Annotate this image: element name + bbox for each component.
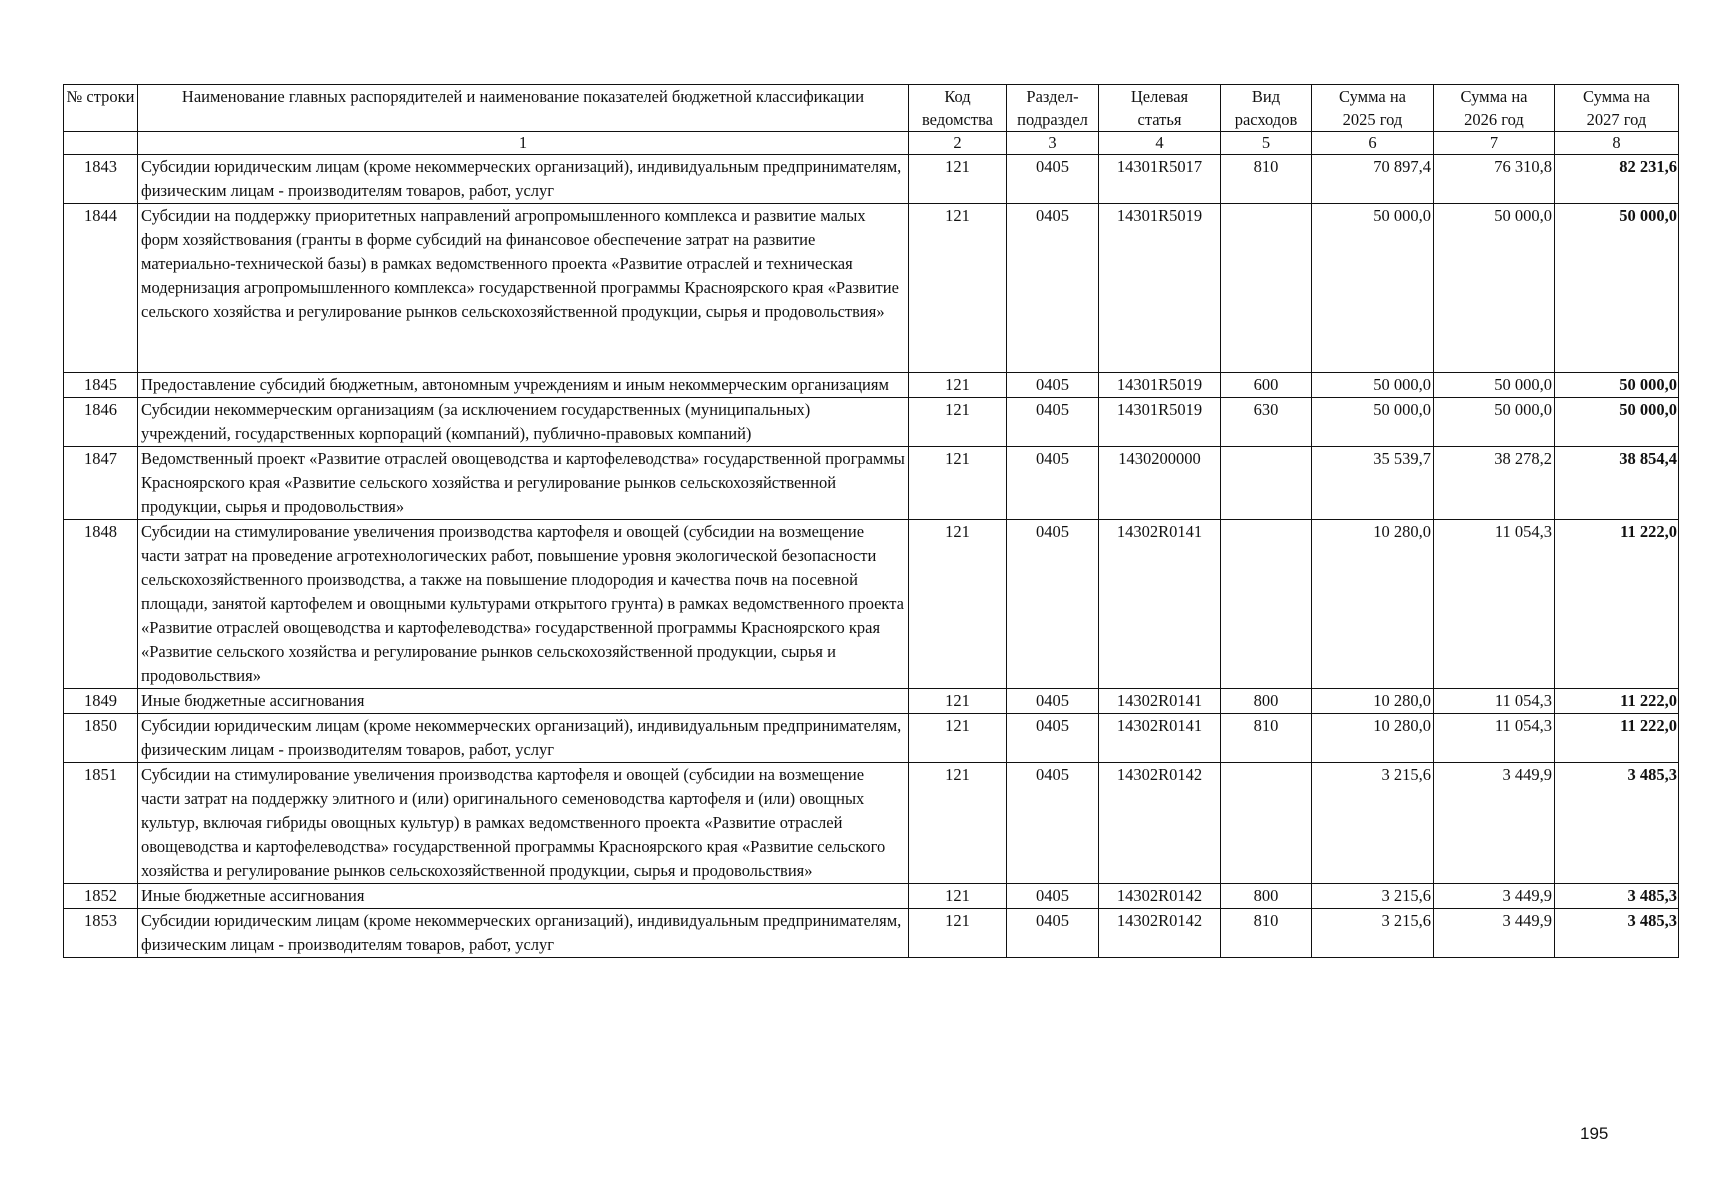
row-section: 0405: [1007, 520, 1099, 689]
row-sum-2025: 50 000,0: [1312, 398, 1434, 447]
row-sum-2027: 3 485,3: [1555, 909, 1679, 958]
row-expense-type: [1221, 520, 1312, 689]
column-number-row: [64, 132, 1679, 155]
row-sum-2026: 3 449,9: [1434, 884, 1555, 909]
table-row: [64, 909, 1679, 958]
row-name: Субсидии некоммерческим организациям (за исключением государственных (муниципальных) учреждений, государственных корпораций (компаний), публично-правовых компаний): [138, 398, 909, 447]
row-target: 1430200000: [1099, 447, 1221, 520]
row-section: 0405: [1007, 373, 1099, 398]
header-expense-type: Вид расходов: [1221, 85, 1312, 132]
row-sum-2027: 3 485,3: [1555, 763, 1679, 884]
row-name: Ведомственный проект «Развитие отраслей овощеводства и картофелеводства» государственной программы Красноярского края «Развитие сельского хозяйства и регулирование рынков сельскохозяйственной продукции, сырья и продовольствия»: [138, 447, 909, 520]
row-sum-2026: 50 000,0: [1434, 373, 1555, 398]
row-sum-2025: 35 539,7: [1312, 447, 1434, 520]
row-dept-code: 121: [909, 909, 1007, 958]
row-sum-2025: 3 215,6: [1312, 763, 1434, 884]
row-expense-type: 810: [1221, 714, 1312, 763]
row-target: 14302R0142: [1099, 763, 1221, 884]
row-sum-2027: 11 222,0: [1555, 689, 1679, 714]
row-sum-2025: 10 280,0: [1312, 689, 1434, 714]
page-number: 195: [1580, 1124, 1609, 1143]
row-dept-code: 121: [909, 520, 1007, 689]
budget-table: [63, 84, 1679, 958]
table-row: [64, 689, 1679, 714]
row-sum-2025: 10 280,0: [1312, 714, 1434, 763]
row-sum-2027: 82 231,6: [1555, 155, 1679, 204]
row-sum-2025: 3 215,6: [1312, 909, 1434, 958]
row-section: 0405: [1007, 714, 1099, 763]
table-row: [64, 398, 1679, 447]
header-row-no: № строки: [64, 85, 138, 132]
row-sum-2027: 38 854,4: [1555, 447, 1679, 520]
table-row: [64, 884, 1679, 909]
budget-table-sheet: [63, 84, 1679, 958]
table-row: [64, 155, 1679, 204]
row-name: Иные бюджетные ассигнования: [138, 884, 909, 909]
row-sum-2027: 11 222,0: [1555, 520, 1679, 689]
row-number: 1848: [64, 520, 138, 689]
row-sum-2025: 10 280,0: [1312, 520, 1434, 689]
row-number: 1851: [64, 763, 138, 884]
row-section: 0405: [1007, 884, 1099, 909]
row-section: 0405: [1007, 447, 1099, 520]
row-name: Предоставление субсидий бюджетным, автономным учреждениям и иным некоммерческим организациям: [138, 373, 909, 398]
row-number: 1846: [64, 398, 138, 447]
row-dept-code: 121: [909, 714, 1007, 763]
column-number: 7: [1434, 132, 1555, 155]
row-sum-2026: 11 054,3: [1434, 714, 1555, 763]
row-name: Иные бюджетные ассигнования: [138, 689, 909, 714]
row-sum-2027: 50 000,0: [1555, 204, 1679, 373]
row-name: Субсидии юридическим лицам (кроме некоммерческих организаций), индивидуальным предпринимателям, физическим лицам - производителям товаров, работ, услуг: [138, 714, 909, 763]
row-target: 14302R0141: [1099, 714, 1221, 763]
row-sum-2026: 11 054,3: [1434, 689, 1555, 714]
table-row: [64, 373, 1679, 398]
row-sum-2027: 50 000,0: [1555, 373, 1679, 398]
row-name: Субсидии на поддержку приоритетных направлений агропромышленного комплекса и развитие малых форм хозяйствования (гранты в форме субсидий на финансовое обеспечение затрат на развитие материально-технической базы) в рамках ведомственного проекта «Развитие отраслей и техническая модернизация агропромышленного комплекса» государственной программы Красноярского края «Развитие сельского хозяйства и регулирование рынков сельскохозяйственной продукции, сырья и продовольствия»: [138, 204, 909, 373]
row-sum-2026: 76 310,8: [1434, 155, 1555, 204]
row-dept-code: 121: [909, 689, 1007, 714]
header-sum-2026: Сумма на 2026 год: [1434, 85, 1555, 132]
table-body: [64, 155, 1679, 958]
row-expense-type: 810: [1221, 155, 1312, 204]
row-expense-type: [1221, 763, 1312, 884]
row-target: 14302R0142: [1099, 884, 1221, 909]
row-target: 14302R0141: [1099, 689, 1221, 714]
row-target: 14301R5019: [1099, 204, 1221, 373]
row-sum-2027: 11 222,0: [1555, 714, 1679, 763]
header-name: Наименование главных распорядителей и наименование показателей бюджетной классификации: [138, 85, 909, 132]
row-sum-2027: 3 485,3: [1555, 884, 1679, 909]
row-target: 14302R0141: [1099, 520, 1221, 689]
row-number: 1849: [64, 689, 138, 714]
row-target: 14301R5019: [1099, 398, 1221, 447]
column-number: 5: [1221, 132, 1312, 155]
row-target: 14301R5017: [1099, 155, 1221, 204]
row-dept-code: 121: [909, 763, 1007, 884]
header-target: Целевая статья: [1099, 85, 1221, 132]
header-sum-2025: Сумма на 2025 год: [1312, 85, 1434, 132]
row-dept-code: 121: [909, 398, 1007, 447]
column-number: 1: [138, 132, 909, 155]
column-number: 2: [909, 132, 1007, 155]
row-sum-2025: 3 215,6: [1312, 884, 1434, 909]
row-expense-type: 630: [1221, 398, 1312, 447]
row-dept-code: 121: [909, 447, 1007, 520]
row-section: 0405: [1007, 204, 1099, 373]
row-dept-code: 121: [909, 204, 1007, 373]
column-number: 6: [1312, 132, 1434, 155]
row-number: 1847: [64, 447, 138, 520]
column-number: 3: [1007, 132, 1099, 155]
row-dept-code: 121: [909, 884, 1007, 909]
row-sum-2026: 3 449,9: [1434, 763, 1555, 884]
table-row: [64, 763, 1679, 884]
row-expense-type: 810: [1221, 909, 1312, 958]
row-section: 0405: [1007, 155, 1099, 204]
row-dept-code: 121: [909, 373, 1007, 398]
row-sum-2025: 50 000,0: [1312, 373, 1434, 398]
row-expense-type: [1221, 447, 1312, 520]
table-row: [64, 520, 1679, 689]
table-row: [64, 447, 1679, 520]
row-number: 1853: [64, 909, 138, 958]
row-number: 1845: [64, 373, 138, 398]
row-sum-2026: 38 278,2: [1434, 447, 1555, 520]
table-header: [64, 85, 1679, 155]
column-number: [64, 132, 138, 155]
row-section: 0405: [1007, 398, 1099, 447]
row-dept-code: 121: [909, 155, 1007, 204]
row-expense-type: 800: [1221, 884, 1312, 909]
table-row: [64, 204, 1679, 373]
row-sum-2026: 50 000,0: [1434, 204, 1555, 373]
row-expense-type: 600: [1221, 373, 1312, 398]
row-sum-2026: 50 000,0: [1434, 398, 1555, 447]
header-dept-code: Код ведомства: [909, 85, 1007, 132]
column-number: 4: [1099, 132, 1221, 155]
row-sum-2025: 70 897,4: [1312, 155, 1434, 204]
column-number: 8: [1555, 132, 1679, 155]
row-number: 1844: [64, 204, 138, 373]
header-sum-2027: Сумма на 2027 год: [1555, 85, 1679, 132]
row-sum-2026: 11 054,3: [1434, 520, 1555, 689]
table-row: [64, 714, 1679, 763]
row-number: 1843: [64, 155, 138, 204]
row-sum-2025: 50 000,0: [1312, 204, 1434, 373]
row-name: Субсидии на стимулирование увеличения производства картофеля и овощей (субсидии на возмещение части затрат на проведение агротехнологических работ, повышение уровня экологической безопасности сельскохозяйственного производства, а также на повышение плодородия и качества почв на посевной площади, занятой картофелем и овощными культурами открытого грунта) в рамках ведомственного проекта «Развитие отраслей овощеводства и картофелеводства» государственной программы Красноярского края «Развитие сельского хозяйства и регулирование рынков сельскохозяйственной продукции, сырья и продовольствия»: [138, 520, 909, 689]
row-name: Субсидии юридическим лицам (кроме некоммерческих организаций), индивидуальным предпринимателям, физическим лицам - производителям товаров, работ, услуг: [138, 155, 909, 204]
row-target: 14301R5019: [1099, 373, 1221, 398]
row-name: Субсидии юридическим лицам (кроме некоммерческих организаций), индивидуальным предпринимателям, физическим лицам - производителям товаров, работ, услуг: [138, 909, 909, 958]
row-section: 0405: [1007, 689, 1099, 714]
row-number: 1850: [64, 714, 138, 763]
row-section: 0405: [1007, 909, 1099, 958]
row-expense-type: [1221, 204, 1312, 373]
row-expense-type: 800: [1221, 689, 1312, 714]
row-sum-2027: 50 000,0: [1555, 398, 1679, 447]
row-name: Субсидии на стимулирование увеличения производства картофеля и овощей (субсидии на возмещение части затрат на поддержку элитного и (или) оригинального семеноводства картофеля и (или) овощных культур, включая гибриды овощных культур) в рамках ведомственного проекта «Развитие отраслей овощеводства и картофелеводства» государственной программы Красноярского края «Развитие сельского хозяйства и регулирование рынков сельскохозяйственной продукции, сырья и продовольствия»: [138, 763, 909, 884]
header-section: Раздел-подраздел: [1007, 85, 1099, 132]
row-sum-2026: 3 449,9: [1434, 909, 1555, 958]
row-number: 1852: [64, 884, 138, 909]
row-target: 14302R0142: [1099, 909, 1221, 958]
row-section: 0405: [1007, 763, 1099, 884]
